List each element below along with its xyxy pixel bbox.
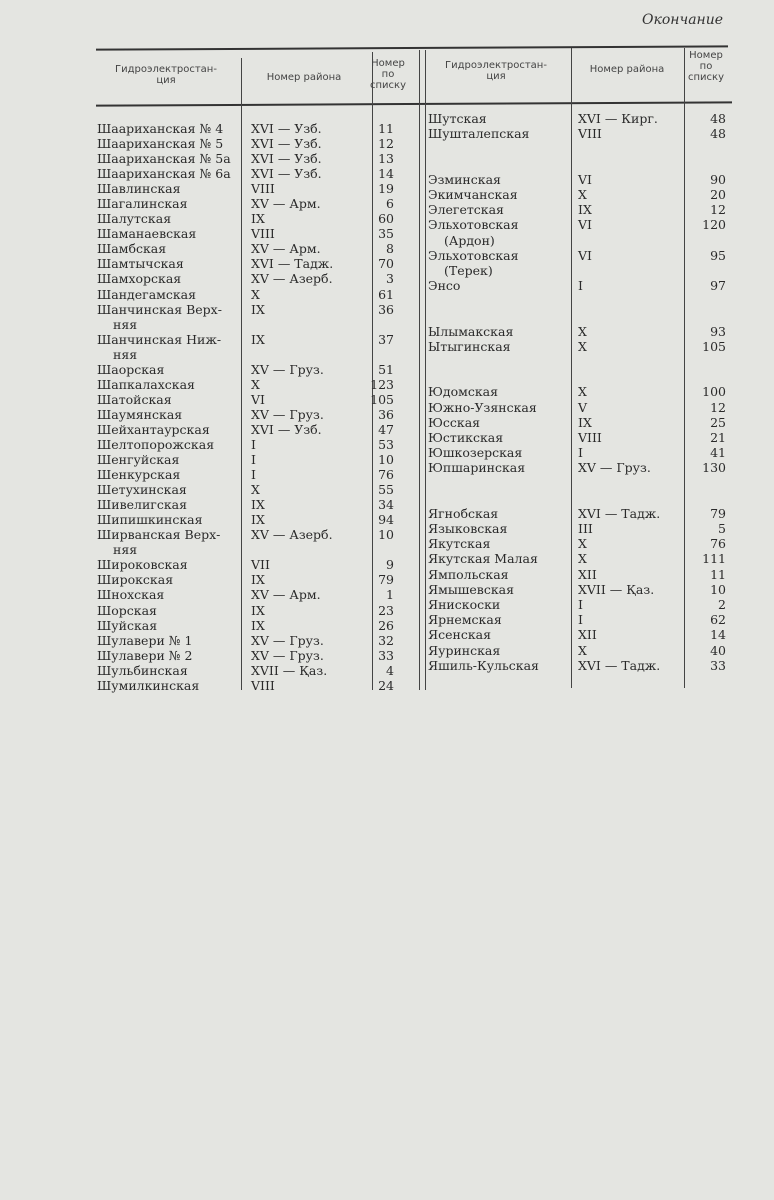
table-row — [428, 536, 733, 551]
district-number: XV — Груз. — [251, 647, 324, 663]
district-number: IX — [251, 512, 265, 528]
table-row — [97, 241, 397, 256]
blank-row — [428, 354, 733, 369]
table-row — [428, 430, 733, 445]
station-name-continuation: няя — [113, 316, 138, 332]
list-number: 24 — [378, 677, 394, 693]
list-number: 2 — [718, 597, 726, 612]
station-name: Шаумянская — [97, 406, 183, 422]
station-name-continuation: (Ардон) — [444, 232, 495, 248]
district-number: IX — [578, 202, 592, 218]
district-number: XV — Азерб. — [251, 271, 333, 287]
station-name: Шушталепская — [428, 126, 530, 142]
table-row — [428, 247, 733, 278]
table-top-rule — [96, 45, 728, 50]
district-number: XVI — Узб. — [251, 151, 322, 167]
district-number: I — [578, 612, 583, 628]
table-row — [428, 217, 733, 248]
station-name: Яуринская — [428, 642, 501, 658]
list-number: 10 — [378, 452, 394, 468]
station-name: Шумилкинская — [97, 677, 200, 693]
district-number: III — [578, 521, 593, 537]
station-name: Шаманаевская — [97, 226, 197, 242]
list-number: 11 — [378, 121, 394, 136]
district-number: VIII — [578, 429, 602, 445]
table-row — [428, 126, 733, 141]
district-number: XVI — Узб. — [251, 166, 322, 182]
district-number: VI — [578, 247, 592, 263]
table-row — [428, 643, 733, 658]
list-number: 123 — [370, 376, 394, 392]
list-number: 55 — [378, 482, 394, 498]
table-row — [97, 422, 397, 437]
list-number: 14 — [378, 166, 394, 182]
table-row — [428, 400, 733, 415]
district-number: VII — [251, 557, 270, 573]
table-row — [97, 512, 397, 527]
station-name: Ылымакская — [428, 323, 514, 339]
list-number: 13 — [378, 151, 394, 167]
table-row — [97, 678, 397, 693]
district-number: XVI — Тадж. — [578, 657, 661, 673]
list-number: 12 — [710, 399, 726, 415]
station-name: Шаариханская № 4 — [97, 121, 224, 136]
district-number: XVI — Узб. — [251, 121, 322, 136]
station-name: Шулавери № 1 — [97, 632, 193, 648]
district-number: X — [578, 642, 587, 658]
table-row — [97, 256, 397, 271]
blank-row — [428, 157, 733, 172]
list-number: 14 — [710, 627, 726, 643]
station-name: Широковская — [97, 557, 188, 573]
station-name: Шалутская — [97, 211, 172, 227]
list-number: 3 — [386, 271, 394, 287]
station-name: Эльхотовская — [428, 247, 519, 263]
blank-row — [428, 293, 733, 308]
list-number: 9 — [386, 557, 394, 573]
table-row — [97, 437, 397, 452]
station-name: Юстикская — [428, 429, 504, 445]
blank-row — [428, 491, 733, 506]
station-name: Шапкалахская — [97, 376, 195, 392]
list-number: 26 — [378, 617, 394, 633]
list-number: 105 — [702, 338, 726, 354]
district-number: X — [578, 536, 587, 552]
station-name: Шнохская — [97, 587, 165, 603]
list-number: 6 — [386, 196, 394, 212]
district-number: XVI — Узб. — [251, 136, 322, 152]
station-name: Юсская — [428, 414, 481, 430]
table-row — [97, 151, 397, 166]
list-number: 11 — [710, 566, 726, 582]
station-name: Шуйская — [97, 617, 158, 633]
list-number: 97 — [710, 278, 726, 294]
table-row — [428, 339, 733, 354]
district-number: X — [578, 186, 587, 202]
district-number: VIII — [578, 126, 602, 142]
table-row — [428, 551, 733, 566]
station-name: Якутская Малая — [428, 551, 538, 567]
list-number: 40 — [710, 642, 726, 658]
station-name: Шетухинская — [97, 482, 187, 498]
district-number: XV — Груз. — [251, 406, 324, 422]
list-number: 32 — [378, 632, 394, 648]
station-name: Ямпольская — [428, 566, 509, 582]
list-number: 20 — [710, 186, 726, 202]
list-number: 36 — [378, 406, 394, 422]
station-name: Эльхотовская — [428, 217, 519, 233]
district-number: XVI — Кирг. — [578, 111, 658, 126]
header-bottom-rule — [96, 101, 732, 106]
district-number: XII — [578, 627, 597, 643]
list-number: 120 — [702, 217, 726, 233]
table-row — [97, 663, 397, 678]
station-name: Яшиль-Кульская — [428, 657, 539, 673]
station-name: Якутская — [428, 536, 491, 552]
table-row — [97, 136, 397, 151]
district-number: XV — Арм. — [251, 587, 321, 603]
station-name: Шулавери № 2 — [97, 647, 193, 663]
list-number: 76 — [378, 467, 394, 483]
list-number: 47 — [378, 421, 394, 437]
district-number: X — [251, 286, 260, 302]
district-number: I — [578, 597, 583, 612]
station-name-continuation: (Терек) — [444, 262, 493, 278]
list-number: 61 — [378, 286, 394, 302]
district-number: I — [578, 278, 583, 294]
station-name: Шипишкинская — [97, 512, 203, 528]
table-row — [97, 166, 397, 181]
district-number: I — [578, 445, 583, 461]
district-number: XVI — Тадж. — [251, 256, 334, 272]
header-station: Гидроэлектростан- ция — [445, 60, 547, 82]
list-number: 25 — [710, 414, 726, 430]
list-number: 5 — [718, 521, 726, 537]
station-name: Шамтычская — [97, 256, 184, 272]
table-row — [428, 460, 733, 475]
list-number: 130 — [702, 460, 726, 476]
table-row — [97, 557, 397, 572]
district-number: XV — Арм. — [251, 196, 321, 212]
list-number: 33 — [710, 657, 726, 673]
blank-row — [428, 369, 733, 384]
station-name-continuation: няя — [113, 346, 138, 362]
table-row — [428, 506, 733, 521]
table-row — [97, 121, 397, 136]
table-row — [428, 324, 733, 339]
continuation-label: Окончание — [642, 12, 724, 28]
district-number: XVI — Тадж. — [578, 505, 661, 521]
table-row — [97, 452, 397, 467]
table-row — [428, 567, 733, 582]
list-number: 76 — [710, 536, 726, 552]
district-number: X — [251, 376, 260, 392]
station-name-continuation: няя — [113, 542, 138, 558]
district-number: XV — Груз. — [251, 632, 324, 648]
list-number: 53 — [378, 436, 394, 452]
table-row — [428, 384, 733, 399]
table-row — [428, 202, 733, 217]
table-row — [97, 618, 397, 633]
list-number: 34 — [378, 497, 394, 513]
station-name: Шамбская — [97, 241, 167, 257]
district-number: I — [251, 452, 256, 468]
district-number: XV — Груз. — [578, 460, 651, 476]
station-name: Шенкурская — [97, 467, 181, 483]
table-row — [97, 527, 397, 558]
table-row — [97, 377, 397, 392]
station-name: Элегетская — [428, 202, 504, 218]
table-row — [97, 648, 397, 663]
district-number: IX — [578, 414, 592, 430]
district-number: I — [251, 436, 256, 452]
list-number: 93 — [710, 323, 726, 339]
double-divider — [419, 50, 420, 690]
table-row — [428, 111, 733, 126]
list-number: 79 — [710, 505, 726, 521]
table-row — [97, 587, 397, 602]
table-row — [97, 287, 397, 302]
station-name: Шаорская — [97, 361, 165, 377]
double-divider — [425, 50, 426, 690]
district-number: XII — [578, 566, 597, 582]
district-number: IX — [251, 572, 265, 588]
table-row — [97, 196, 397, 211]
table-row — [97, 362, 397, 377]
district-number: VI — [578, 217, 592, 233]
station-name: Ясенская — [428, 627, 491, 643]
district-number: X — [578, 551, 587, 567]
table-row — [428, 415, 733, 430]
table-row — [428, 627, 733, 642]
row-spacer — [97, 317, 397, 332]
list-number: 79 — [378, 572, 394, 588]
district-number: XV — Азерб. — [251, 527, 333, 543]
table-row — [428, 187, 733, 202]
list-number: 10 — [710, 581, 726, 597]
header-district: Номер района — [589, 64, 665, 75]
row-spacer — [97, 542, 397, 557]
station-name: Языковская — [428, 521, 508, 537]
table-row — [97, 271, 397, 286]
table-row — [97, 633, 397, 648]
district-number: I — [251, 467, 256, 483]
station-name: Шейхантаурская — [97, 421, 210, 437]
table-row — [428, 658, 733, 673]
list-number: 12 — [378, 136, 394, 152]
district-number: VIII — [251, 677, 275, 693]
list-number: 19 — [378, 181, 394, 197]
list-number: 105 — [370, 391, 394, 407]
table-row — [97, 407, 397, 422]
table-row — [97, 181, 397, 196]
station-name: Юпшаринская — [428, 460, 526, 476]
station-name: Шатойская — [97, 391, 172, 407]
station-name: Широкская — [97, 572, 174, 588]
list-number: 10 — [378, 527, 394, 543]
district-number: VI — [578, 171, 592, 187]
list-number: 37 — [378, 331, 394, 347]
district-number: IX — [251, 497, 265, 513]
list-number: 41 — [710, 445, 726, 461]
table-row — [97, 211, 397, 226]
table-row — [97, 331, 397, 362]
header-district: Номер района — [266, 72, 342, 83]
right-table-body — [428, 111, 733, 673]
district-number: IX — [251, 211, 265, 227]
list-number: 4 — [386, 662, 394, 678]
table-row — [97, 226, 397, 241]
table-row — [97, 482, 397, 497]
station-name: Шаариханская № 5а — [97, 151, 231, 167]
station-name: Шанчинская Ниж- — [97, 331, 222, 347]
station-name: Шутская — [428, 111, 487, 126]
list-number: 111 — [702, 551, 726, 567]
list-number: 33 — [378, 647, 394, 663]
station-name: Шенгуйская — [97, 452, 180, 468]
district-number: X — [578, 323, 587, 339]
table-row — [428, 521, 733, 536]
station-name: Юдомская — [428, 384, 499, 400]
district-number: XVII — Қаз. — [251, 662, 328, 678]
station-name: Шорская — [97, 602, 157, 618]
table-row — [97, 392, 397, 407]
list-number: 48 — [710, 111, 726, 126]
header-number: Номер по списку — [688, 50, 724, 83]
district-number: VIII — [251, 226, 275, 242]
header-number: Номер по списку — [370, 58, 406, 91]
table-row — [428, 597, 733, 612]
station-name: Шаариханская № 6а — [97, 166, 231, 182]
district-number: VI — [251, 391, 265, 407]
district-number: IX — [251, 301, 265, 317]
table-row — [97, 301, 397, 332]
table-row — [428, 278, 733, 293]
list-number: 94 — [378, 512, 394, 528]
station-name: Шивелигская — [97, 497, 188, 513]
station-name: Шагалинская — [97, 196, 188, 212]
table-row — [428, 172, 733, 187]
station-name: Шандегамская — [97, 286, 197, 302]
table-row — [428, 612, 733, 627]
row-spacer — [97, 347, 397, 362]
table-row — [97, 467, 397, 482]
blank-row — [428, 476, 733, 491]
header-station: Гидроэлектростан- ция — [115, 64, 217, 86]
list-number: 1 — [386, 587, 394, 603]
list-number: 70 — [378, 256, 394, 272]
district-number: X — [578, 384, 587, 400]
list-number: 48 — [710, 126, 726, 142]
station-name: Янискоски — [428, 597, 501, 612]
station-name: Юшкозерская — [428, 445, 523, 461]
district-number: VIII — [251, 181, 275, 197]
district-number: IX — [251, 331, 265, 347]
station-name: Шанчинская Верх- — [97, 301, 222, 317]
list-number: 51 — [378, 361, 394, 377]
blank-row — [428, 141, 733, 156]
list-number: 35 — [378, 226, 394, 242]
district-number: XVII — Қаз. — [578, 581, 655, 597]
table-row — [428, 445, 733, 460]
station-name: Эзминская — [428, 171, 501, 187]
district-number: IX — [251, 602, 265, 618]
district-number: X — [578, 338, 587, 354]
station-name: Экимчанская — [428, 186, 518, 202]
station-name: Шелтопорожская — [97, 436, 215, 452]
station-name: Шавлинская — [97, 181, 181, 197]
list-number: 8 — [386, 241, 394, 257]
station-name: Энсо — [428, 278, 461, 294]
left-table-body — [97, 121, 397, 693]
blank-row — [428, 308, 733, 323]
list-number: 100 — [702, 384, 726, 400]
list-number: 62 — [710, 612, 726, 628]
station-name: Ширванская Верх- — [97, 527, 221, 543]
station-name: Ягнобская — [428, 505, 499, 521]
table-row — [428, 582, 733, 597]
list-number: 21 — [710, 429, 726, 445]
district-number: X — [251, 482, 260, 498]
list-number: 12 — [710, 202, 726, 218]
station-name: Ярнемская — [428, 612, 502, 628]
district-number: XV — Арм. — [251, 241, 321, 257]
list-number: 60 — [378, 211, 394, 227]
station-name: Южно-Узянская — [428, 399, 537, 415]
district-number: XV — Груз. — [251, 361, 324, 377]
district-number: XVI — Узб. — [251, 421, 322, 437]
table-row — [97, 497, 397, 512]
station-name: Ытыгинская — [428, 338, 511, 354]
station-name: Шаариханская № 5 — [97, 136, 224, 152]
table-row — [97, 603, 397, 618]
list-number: 95 — [710, 247, 726, 263]
table-row — [97, 572, 397, 587]
district-number: IX — [251, 617, 265, 633]
list-number: 90 — [710, 171, 726, 187]
list-number: 36 — [378, 301, 394, 317]
station-name: Ямышевская — [428, 581, 514, 597]
station-name: Шамхорская — [97, 271, 182, 287]
district-number: V — [578, 399, 588, 415]
list-number: 23 — [378, 602, 394, 618]
station-name: Шульбинская — [97, 662, 188, 678]
